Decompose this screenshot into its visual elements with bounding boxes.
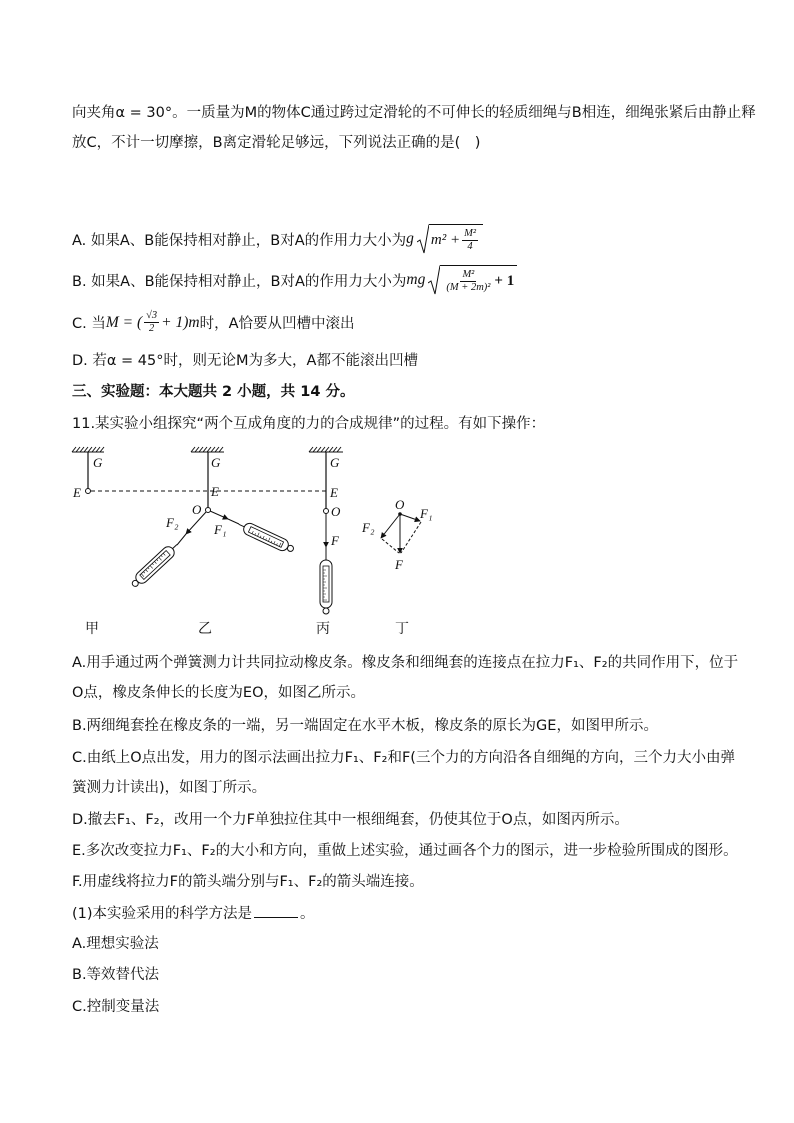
radical-sign-icon <box>417 224 429 254</box>
label-f: F <box>331 533 339 548</box>
label-f2: F₂ <box>166 515 179 530</box>
option-b-radicand <box>440 265 517 295</box>
ceiling-support <box>191 447 224 452</box>
caption-yi: 乙 <box>198 621 212 637</box>
option-b-fraction <box>444 269 492 294</box>
option-a-radicand <box>429 224 483 254</box>
force-f1-arrow <box>400 514 420 521</box>
label-o: O <box>331 504 341 519</box>
step-e: E.多次改变拉力F₁、F₂的大小和方向，重做上述实验，通过画各个力的图示，进一步检验所围成的图形。 <box>72 843 738 859</box>
step-b: B.两细绳套拴在橡皮条的一端，另一端固定在水平木板，橡皮条的原长为GE，如图甲所示。 <box>72 718 658 734</box>
option-c-text: C. 当 <box>72 316 106 332</box>
experiment-figure <box>60 440 460 645</box>
knot-ring <box>206 508 211 513</box>
knot-ring <box>324 509 329 514</box>
option-b-numerator: M² <box>462 269 475 280</box>
option-a-fraction <box>462 228 478 253</box>
question-10-line-2: 放C，不计一切摩擦，B离定滑轮足够远，下列说法正确的是( ) <box>72 135 481 151</box>
option-b-radicand-tail: + 1 <box>494 273 515 289</box>
step-c-line-2: 簧测力计读出)，如图丁所示。 <box>72 780 267 796</box>
label-f1: F₁ <box>214 522 227 537</box>
option-c <box>72 310 355 335</box>
step-a-line-1: A.用手通过两个弹簧测力计共同拉动橡皮条。橡皮条和细绳套的连接点在拉力F₁、F₂的共同作用下，位于 <box>72 655 739 671</box>
option-c-denominator: 2 <box>149 323 155 334</box>
section-heading: 三、实验题：本大题共 2 小题，共 14 分。 <box>72 384 355 400</box>
label-e: E <box>211 484 219 499</box>
answer-blank <box>254 903 298 918</box>
panel-ding <box>361 497 432 637</box>
radical-sign-icon <box>428 265 440 295</box>
step-d: D.撤去F₁、F₂，改用一个力F单独拉住其中一根细绳套，仍使其位于O点，如图丙所示。 <box>72 812 629 828</box>
force-f2-arrow <box>381 514 400 538</box>
string-f1 <box>228 519 239 524</box>
option-a-sqrt <box>417 224 483 254</box>
ceiling-support <box>72 447 104 452</box>
ceiling-support <box>309 447 343 452</box>
option-c-rest: 时，A恰要从凹槽中滚出 <box>199 316 355 332</box>
option-c-numerator: √3 <box>146 310 158 321</box>
label-e: E <box>330 485 338 500</box>
spring-scale-right <box>236 519 295 555</box>
label-o: O <box>192 502 202 517</box>
label-e: E <box>73 485 81 500</box>
option-a-text: A. 如果A、B能保持相对静止，B对A的作用力大小为 <box>72 232 407 249</box>
spring-scale-left <box>129 540 181 590</box>
sub-question-1-suffix: 。 <box>300 906 315 922</box>
label-g: G <box>211 455 221 470</box>
caption-bing: 丙 <box>316 621 330 637</box>
question-10-line-1: 向夹角α = 30°。一质量为M的物体C通过跨过定滑轮的不可伸长的轻质细绳与B相连，细绳张紧后由静止释 <box>72 105 756 121</box>
question-11-stem: 11.某实验小组探究“两个互成角度的力的合成规律”的过程。有如下操作： <box>72 416 546 432</box>
option-b <box>72 265 517 295</box>
string-f2 <box>177 534 186 545</box>
sub-question-1 <box>72 903 315 924</box>
step-a-line-2: O点，橡皮条伸长的长度为EO，如图乙所示。 <box>72 685 365 701</box>
panel-yi <box>129 447 296 637</box>
caption-jia: 甲 <box>85 621 99 637</box>
step-f: F.用虚线将拉力F的箭头端分别与F₁、F₂的箭头端连接。 <box>72 874 424 890</box>
panel-jia <box>72 447 104 637</box>
caption-ding: 丁 <box>395 621 409 637</box>
label-g: G <box>93 455 103 470</box>
label-f1: F₁ <box>420 506 433 521</box>
label-f: F <box>395 557 403 572</box>
option-c-lead: M = ( <box>105 313 143 331</box>
option-b-sqrt <box>428 265 517 295</box>
option-d: D. 若α = 45°时，则无论M为多大，A都不能滚出凹槽 <box>72 353 418 369</box>
option-c-tail: + 1)m <box>161 313 200 331</box>
option-c-fraction <box>144 310 159 335</box>
string-f1-arrow <box>210 511 228 519</box>
option-a <box>72 224 483 254</box>
option-b-denominator: (M + 2m)² <box>446 282 491 293</box>
option-a-numerator: M² <box>464 228 476 239</box>
choice-c: C.控制变量法 <box>72 999 160 1015</box>
dashed-f2-to-f <box>382 539 399 553</box>
knot-ring <box>86 489 91 494</box>
panel-bing <box>309 447 343 637</box>
option-a-radicand-lead: m² + <box>430 232 461 248</box>
option-b-coefficient: mg <box>406 271 426 288</box>
option-a-coefficient: g <box>406 230 414 247</box>
choice-b: B.等效替代法 <box>72 967 160 983</box>
choice-a: A.理想实验法 <box>72 936 159 952</box>
step-c-line-1: C.由纸上O点出发，用力的图示法画出拉力F₁、F₂和F(三个力的方向沿各自细绳的方向，三个力大小由弹 <box>72 750 735 766</box>
option-b-text: B. 如果A、B能保持相对静止，B对A的作用力大小为 <box>72 273 407 290</box>
spring-scale-vertical <box>320 554 332 614</box>
option-a-denominator: 4 <box>467 241 473 252</box>
sub-question-1-prefix: (1)本实验采用的科学方法是 <box>72 906 253 922</box>
label-o: O <box>395 497 405 512</box>
label-f2: F₂ <box>362 520 375 535</box>
label-g: G <box>330 455 340 470</box>
dashed-f1-to-f <box>401 522 421 553</box>
